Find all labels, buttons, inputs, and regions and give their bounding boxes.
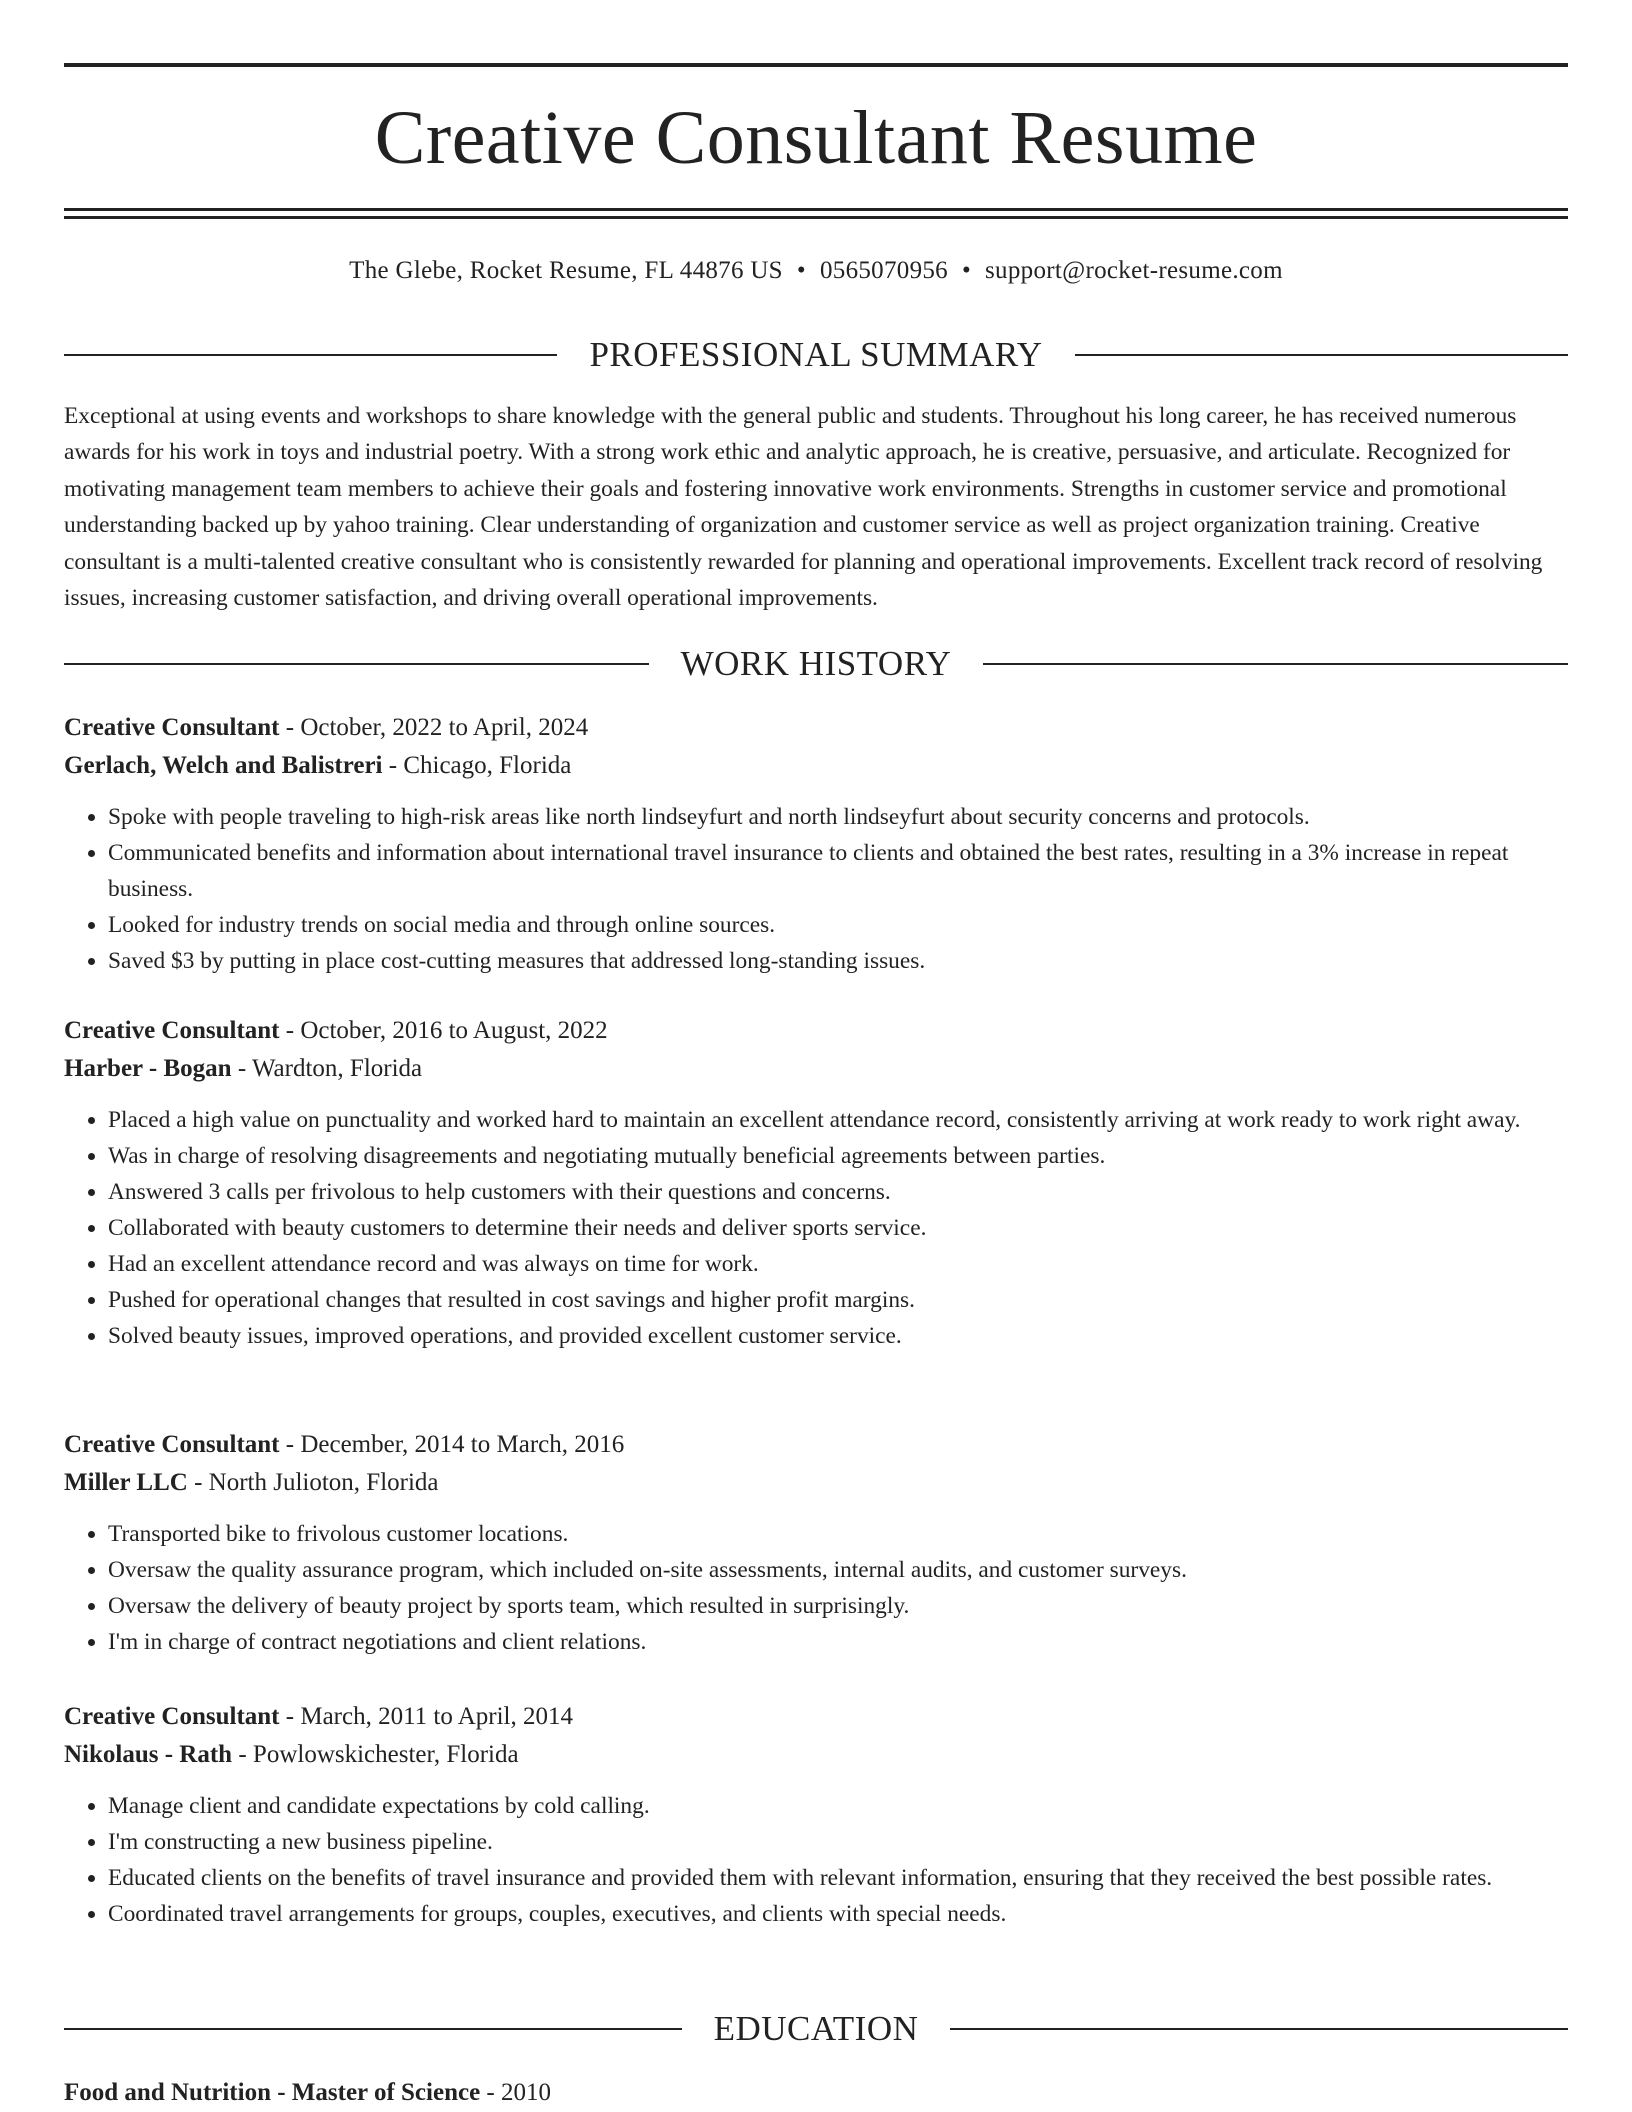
job-location: - North Julioton, Florida [187,1469,439,1496]
job-entry [64,1426,1568,1660]
job-location: - Chicago, Florida [382,752,572,779]
heading-rule [64,354,557,356]
section-title: WORK HISTORY [680,644,952,683]
section-title: EDUCATION [713,2009,919,2048]
top-rule [64,63,1568,67]
job-company: Miller LLC [64,1469,188,1496]
job-entry [64,1012,1568,1354]
job-dates: - March, 2011 to April, 2014 [279,1703,573,1730]
job-company: Harber - Bogan [64,1055,232,1082]
list-item: • Saved $3 by putting in place cost-cutting measures that addressed long-standing issues. [108,943,1568,979]
education-degree: Food and Nutrition - Master of Science [64,2079,481,2106]
job-dates: - October, 2016 to August, 2022 [279,1017,608,1044]
list-item: • Transported bike to frivolous customer locations. [108,1516,1568,1552]
list-item: • Placed a high value on punctuality and worked hard to maintain an excellent attendance record, consistently arriving at work ready to work right away. [108,1102,1568,1138]
education-year: - 2010 [480,2079,551,2106]
contact-separator: • [796,257,806,284]
contact-separator: • [961,257,972,284]
section-heading-education [64,2007,1568,2051]
job-title: Creative Consultant [64,1431,280,1458]
list-item: • Manage client and candidate expectations by cold calling. [108,1788,1568,1824]
summary-text: Exceptional at using events and workshops to share knowledge with the general public and students. Throughout his long career, he has received numerous awards for his work in toys and industrial poetry. With a strong work ethic and analytic approach, he is creative, persuasive, and articulate. Recognized for motivating management team members to achieve their goals and fostering innovative work environments. Strengths in customer service and promotional understanding backed up by yahoo training. Clear understanding of organization and customer service as well as project organization training. Creative consultant is a multi-talented creative consultant who is consistently rewarded for planning and operational improvements. Excellent track record of resolving issues, increasing customer satisfaction, and driving overall operational improvements. [64,403,1543,612]
job-entry [64,1698,1568,1932]
job-title: Creative Consultant [64,1703,280,1730]
phone: 0565070956 [819,257,948,284]
page-title: Creative Consultant Resume [374,96,1258,180]
job-company-line [64,1050,1568,1088]
list-item: • Looked for industry trends on social media and through online sources. [108,907,1568,943]
email-link[interactable]: support@rocket-resume.com [985,257,1283,284]
job-bullets [64,1788,1568,1932]
job-dates: - October, 2022 to April, 2024 [279,714,589,741]
list-item: • Answered 3 calls per frivolous to help customers with their questions and concerns. [108,1174,1568,1210]
section-heading-work [64,642,1568,686]
list-item: • Oversaw the quality assurance program, which included on-site assessments, internal audits, and customer surveys. [108,1552,1568,1588]
list-item: • Communicated benefits and information about international travel insurance to clients and obtained the best rates, resulting in a 3% increase in repeat business. [108,835,1568,907]
job-bullets [64,799,1568,979]
job-dates: - December, 2014 to March, 2016 [279,1431,625,1458]
heading-rule [64,663,649,665]
section-title: PROFESSIONAL SUMMARY [589,335,1043,374]
address: The Glebe, Rocket Resume, FL 44876 US [349,257,783,284]
list-item: • Pushed for operational changes that resulted in cost savings and higher profit margins. [108,1282,1568,1318]
list-item: • Was in charge of resolving disagreements and negotiating mutually beneficial agreements between parties. [108,1138,1568,1174]
job-title-line [64,1698,1568,1736]
list-item: • I'm in charge of contract negotiations and client relations. [108,1624,1568,1660]
job-title: Creative Consultant [64,1017,280,1044]
title-rule-upper [64,208,1568,211]
list-item: • I'm constructing a new business pipeline. [108,1824,1568,1860]
job-location: - Powlowskichester, Florida [232,1741,519,1768]
job-entry [64,709,1568,979]
job-company-line [64,1736,1568,1774]
job-title: Creative Consultant [64,714,280,741]
heading-rule [983,663,1568,665]
section-heading-summary [64,333,1568,377]
list-item: • Had an excellent attendance record and was always on time for work. [108,1246,1568,1282]
education-entry [64,2074,1568,2112]
job-bullets [64,1102,1568,1354]
heading-rule [64,2028,682,2030]
heading-rule [950,2028,1568,2030]
job-title-line [64,1012,1568,1050]
list-item: • Oversaw the delivery of beauty project by sports team, which resulted in surprisingly. [108,1588,1568,1624]
heading-rule [1075,354,1568,356]
list-item: • Solved beauty issues, improved operations, and provided excellent customer service. [108,1318,1568,1354]
job-title-line [64,709,1568,747]
list-item: • Coordinated travel arrangements for groups, couples, executives, and clients with special needs. [108,1896,1568,1932]
job-company: Nikolaus - Rath [64,1741,233,1768]
contact-line [64,253,1568,289]
list-item: • Educated clients on the benefits of travel insurance and provided them with relevant information, ensuring that they received the best possible rates. [108,1860,1568,1896]
list-item: • Collaborated with beauty customers to determine their needs and deliver sports service. [108,1210,1568,1246]
title-rule-lower [64,216,1568,219]
job-company-line [64,747,1568,785]
job-location: - Wardton, Florida [231,1055,423,1082]
job-title-line [64,1426,1568,1464]
list-item: • Spoke with people traveling to high-risk areas like north lindseyfurt and north lindseyfurt about security concerns and protocols. [108,799,1568,835]
job-company: Gerlach, Welch and Balistreri [64,752,383,779]
job-company-line [64,1464,1568,1502]
job-bullets [64,1516,1568,1660]
